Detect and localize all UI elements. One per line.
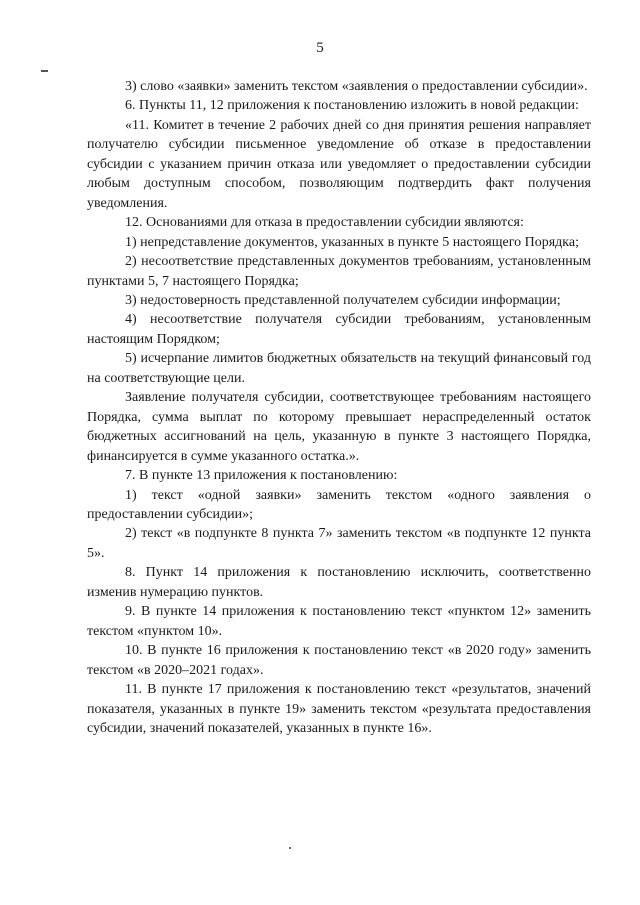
- paragraph-9: 5) исчерпание лимитов бюджетных обязательств на текущий финансовый год на соответствующие цели.: [87, 351, 591, 386]
- scan-mark: [41, 70, 48, 72]
- paragraph-16: 10. В пункте 16 приложения к постановлению текст «в 2020 году» заменить текстом «в 2020–2021 годах».: [87, 643, 591, 678]
- paragraph-12: 1) текст «одной заявки» заменить текстом «одного заявления о предоставлении субсидии»;: [87, 487, 591, 522]
- paragraph-6: 2) несоответствие представленных документов требованиям, установленным пунктами 5, 7 настоящего Порядка;: [87, 254, 591, 289]
- page-number: 5: [316, 40, 324, 56]
- paragraph-8: 4) несоответствие получателя субсидии требованиям, установленным настоящим Порядком;: [87, 312, 591, 347]
- paragraph-10: Заявление получателя субсидии, соответствующее требованиям настоящего Порядка, сумма выплат по которому превышает нераспределенный остаток бюджетных ассигнований на цель, указанную в пункте 3 настоящего Порядка, финансируется в сумме указанного остатка.».: [87, 390, 591, 464]
- paragraph-4: 12. Основаниями для отказа в предоставлении субсидии являются:: [125, 215, 524, 231]
- document-body: [87, 77, 591, 738]
- paragraph-14: 8. Пункт 14 приложения к постановлению исключить, соответственно изменив нумерацию пунктов.: [87, 565, 591, 600]
- paragraph-5: 1) непредставление документов, указанных в пункте 5 настоящего Порядка;: [125, 234, 579, 250]
- paragraph-17: 11. В пункте 17 приложения к постановлению текст «результатов, значений показателя, указанных в пункте 19» заменить текстом «результата предоставления субсидии, значений показателей, указанных в пункте 16».: [87, 682, 591, 736]
- paragraph-3: «11. Комитет в течение 2 рабочих дней со дня принятия решения направляет получателю субсидии письменное уведомление об отказе в предоставлении субсидии с указанием причин отказа или уведомляет о предоставлении субсидии любым доступным способом, позволяющим подтвердить факт получения уведомления.: [87, 117, 591, 211]
- paragraph-15: 9. В пункте 14 приложения к постановлению текст «пунктом 12» заменить текстом «пунктом 10».: [87, 604, 591, 639]
- paragraph-13: 2) текст «в подпункте 8 пункта 7» заменить текстом «в подпункте 12 пункта 5».: [87, 526, 591, 561]
- paragraph-1: 3) слово «заявки» заменить текстом «заявления о предоставлении субсидии».: [125, 79, 588, 94]
- paragraph-2: 6. Пункты 11, 12 приложения к постановлению изложить в новой редакции:: [125, 98, 579, 114]
- paragraph-7: 3) недостоверность представленной получателем субсидии информации;: [125, 292, 561, 308]
- scan-dot: [289, 847, 291, 849]
- paragraph-11: 7. В пункте 13 приложения к постановлению:: [125, 468, 398, 484]
